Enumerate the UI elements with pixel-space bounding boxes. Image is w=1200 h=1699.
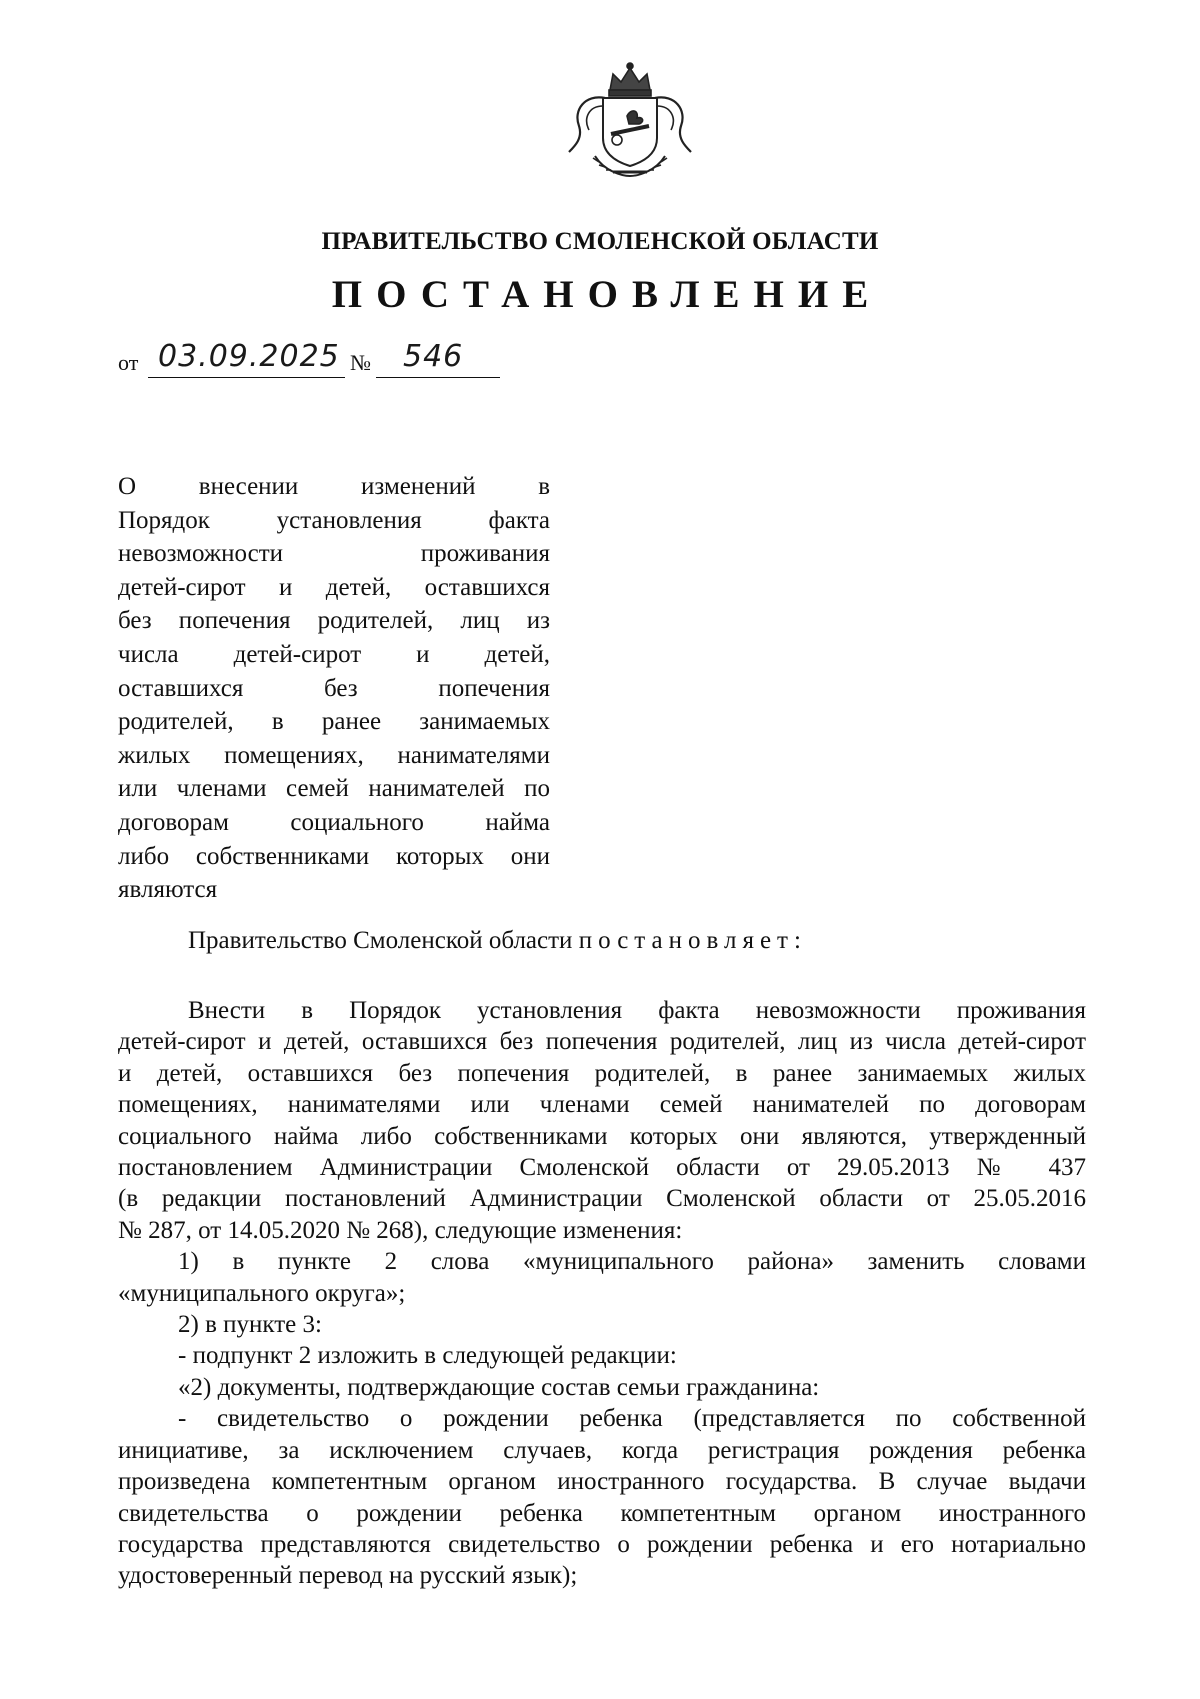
- body-line: - подпункт 2 изложить в следующей редакции:: [178, 1342, 677, 1370]
- subject-line: договорам социального найма: [118, 808, 550, 836]
- body-line: государства представляются свидетельство о рождении ребенка и его нотариально: [118, 1530, 1086, 1558]
- subject-line: числа детей-сирот и детей,: [118, 640, 550, 668]
- decree-lead: Правительство Смоленской области: [188, 927, 573, 954]
- body-line: инициативе, за исключением случаев, когда регистрация рождения ребенка: [118, 1436, 1086, 1464]
- coat-of-arms-emblem: [565, 60, 695, 180]
- subject-line: либо собственниками которых они: [118, 842, 550, 870]
- body-line: социального найма либо собственниками которых они являются, утвержденный: [118, 1122, 1086, 1150]
- body-line: постановлением Администрации Смоленской области от 29.05.2013 № 437: [118, 1154, 1086, 1182]
- body-line: 1) в пункте 2 слова «муниципального района» заменить словами: [178, 1248, 1086, 1276]
- subject-line: оставшихся без попечения: [118, 674, 550, 702]
- body-line: Внести в Порядок установления факта невозможности проживания: [188, 997, 1086, 1024]
- subject-line: невозможности проживания: [118, 540, 550, 568]
- body-line: № 287, от 14.05.2020 № 268), следующие изменения:: [118, 1216, 683, 1244]
- subject-line: жилых помещениях, нанимателями: [118, 741, 550, 769]
- number-label: №: [350, 350, 371, 375]
- subject-line: или членами семей нанимателей по: [118, 775, 550, 803]
- subject-line: Порядок установления факта: [118, 506, 550, 534]
- subject-line: детей-сирот и детей, оставшихся: [118, 573, 550, 601]
- body-line: и детей, оставшихся без попечения родителей, в ранее занимаемых жилых: [118, 1059, 1086, 1087]
- body-line: детей-сирот и детей, оставшихся без попечения родителей, лиц из числа детей-сирот: [118, 1028, 1086, 1056]
- body-line: «муниципального округа»;: [118, 1279, 406, 1307]
- handwritten-number: 546: [403, 339, 464, 374]
- subject-line: О внесении изменений в: [118, 473, 550, 500]
- subject-line: родителей, в ранее занимаемых: [118, 708, 550, 736]
- from-label: от: [118, 350, 139, 375]
- decree-statement: [188, 927, 807, 955]
- body-line: 2) в пункте 3:: [178, 1311, 322, 1339]
- body-line: помещениях, нанимателями или членами семей нанимателей по договорам: [118, 1091, 1086, 1119]
- document-body: [118, 995, 1086, 1592]
- body-line: - свидетельство о рождении ребенка (представляется по собственной: [178, 1405, 1086, 1433]
- government-name: ПРАВИТЕЛЬСТВО СМОЛЕНСКОЙ ОБЛАСТИ: [321, 228, 879, 255]
- subject-heading: [118, 470, 550, 907]
- document-title: ПОСТАНОВЛЕНИЕ: [331, 273, 883, 316]
- body-line: «2) документы, подтверждающие состав семьи гражданина:: [178, 1373, 820, 1401]
- decree-word: постановляет:: [578, 927, 807, 954]
- subject-line: являются: [118, 876, 218, 904]
- body-line: удостоверенный перевод на русский язык);: [118, 1562, 578, 1590]
- handwritten-date: 03.09.2025: [158, 339, 340, 374]
- date-number-line: [118, 340, 548, 380]
- body-line: свидетельства о рождении ребенка компетентным органом иностранного: [118, 1499, 1086, 1527]
- body-line: (в редакции постановлений Администрации Смоленской области от 25.05.2016: [118, 1185, 1086, 1213]
- subject-line: без попечения родителей, лиц из: [118, 607, 550, 635]
- body-line: произведена компетентным органом иностранного государства. В случае выдачи: [118, 1468, 1086, 1496]
